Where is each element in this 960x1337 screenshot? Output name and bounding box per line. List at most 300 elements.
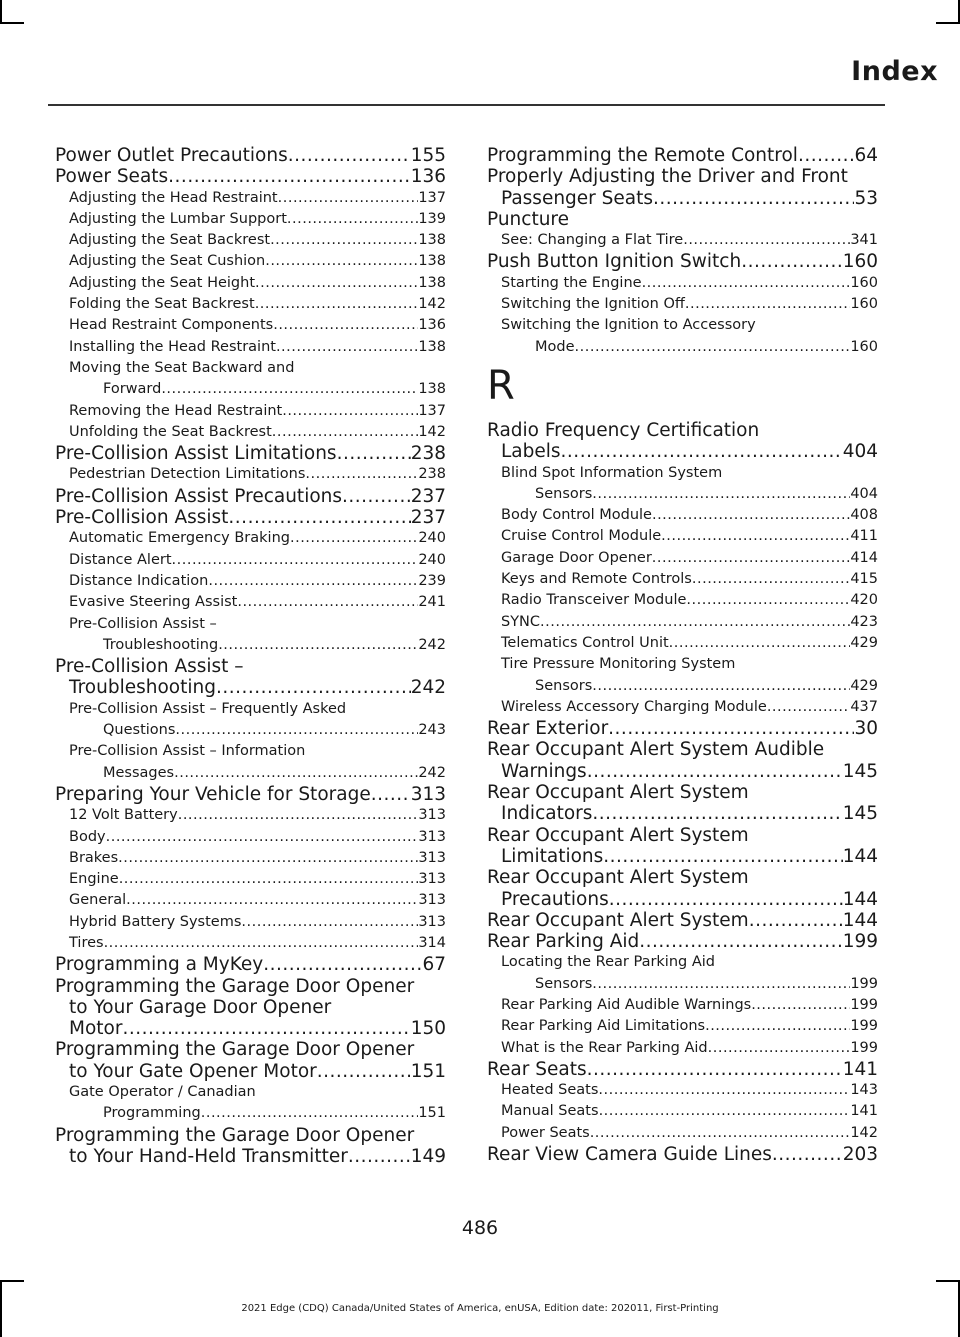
- entry-label: See: Changing a Flat Tire: [501, 232, 684, 249]
- entry-label: Switching the Ignition Off: [501, 296, 685, 313]
- index-subentry: [55, 464, 446, 485]
- dot-leader: [305, 464, 418, 485]
- index-subentry: [487, 273, 878, 294]
- page-reference: 429: [850, 677, 878, 694]
- page-reference: 143: [850, 1082, 878, 1099]
- entry-label: Starting the Engine: [501, 274, 642, 291]
- entry-line: [69, 571, 446, 592]
- crop-mark-bottom-left: [0, 1280, 24, 1282]
- page-reference: 160: [850, 274, 878, 291]
- dot-leader: [652, 505, 850, 526]
- entry-line: [501, 569, 878, 590]
- index-entry: [55, 145, 446, 166]
- entry-line: [501, 230, 878, 251]
- page-reference: 144: [842, 888, 878, 910]
- index-subentry: [55, 188, 446, 209]
- page-reference: 423: [850, 613, 878, 630]
- dot-leader: [276, 337, 418, 358]
- entry-label-line: Pre-Collision Assist – Information: [69, 743, 306, 760]
- index-subentry: [55, 699, 446, 742]
- index-subentry: [55, 869, 446, 890]
- page-reference: 138: [418, 253, 446, 270]
- entry-label: Garage Door Opener: [501, 549, 652, 566]
- dot-leader: [228, 507, 410, 528]
- dot-leader: [599, 1101, 851, 1122]
- entry-label: 12 Volt Battery: [69, 807, 178, 824]
- dot-leader: [639, 931, 842, 952]
- entry-label-line: Tire Pressure Monitoring System: [501, 656, 736, 673]
- entry-label: Adjusting the Lumbar Support: [69, 210, 287, 227]
- entry-label: Power Outlet Precautions: [55, 145, 288, 166]
- page-reference: 142: [418, 296, 446, 313]
- entry-line: [487, 910, 878, 931]
- entry-label-line: Switching the Ignition to Accessory: [501, 317, 756, 334]
- entry-line: [69, 251, 446, 272]
- entry-label: Rear Parking Aid: [487, 931, 640, 953]
- index-subentry: [55, 912, 446, 933]
- index-entry: [55, 954, 446, 975]
- dot-leader: [218, 635, 418, 656]
- page-reference: 313: [418, 871, 446, 888]
- dot-leader: [590, 1123, 851, 1144]
- page-reference: 238: [418, 466, 446, 483]
- entry-label: to Your Gate Opener Motor: [69, 1060, 317, 1082]
- page-reference: 138: [418, 232, 446, 249]
- dot-leader: [237, 592, 418, 613]
- index-entry: [55, 166, 446, 187]
- entry-line: [55, 145, 446, 166]
- index-subentry: [55, 251, 446, 272]
- entry-line: [69, 912, 446, 933]
- page-reference: 150: [410, 1018, 446, 1040]
- index-subentry: [55, 890, 446, 911]
- page-reference: 137: [418, 189, 446, 206]
- entry-line: [69, 635, 446, 656]
- dot-leader: [126, 890, 418, 911]
- entry-label: Engine: [69, 871, 119, 888]
- entry-label: Pre-Collision Assist Precautions: [55, 485, 343, 507]
- dot-leader: [608, 718, 854, 739]
- dot-leader: [592, 676, 850, 697]
- entry-label: Questions: [103, 722, 176, 739]
- entry-label: Troubleshooting: [103, 636, 219, 653]
- entry-label: Programming a MyKey: [55, 954, 264, 976]
- index-subentry: [487, 1038, 878, 1059]
- index-subentry: [487, 548, 878, 569]
- index-entry: [487, 251, 878, 272]
- index-column-left: [55, 145, 446, 1167]
- entry-line: [69, 464, 446, 485]
- entry-label: Body Control Module: [501, 507, 652, 524]
- dot-leader: [201, 1103, 419, 1124]
- dot-leader: [119, 869, 419, 890]
- dot-leader: [106, 827, 419, 848]
- dot-leader: [272, 422, 419, 443]
- page-reference: 142: [850, 1124, 878, 1141]
- entry-line: [69, 528, 446, 549]
- dot-leader: [592, 484, 850, 505]
- dot-leader: [241, 912, 418, 933]
- entry-label: Tires: [69, 934, 104, 951]
- dot-leader: [273, 315, 418, 336]
- page-reference: 138: [418, 381, 446, 398]
- crop-mark-top-right: [936, 22, 960, 24]
- dot-leader: [287, 209, 418, 230]
- index-entry: [55, 784, 446, 805]
- page-reference: 240: [418, 530, 446, 547]
- index-entry: [55, 1039, 446, 1082]
- index-entry: [55, 486, 446, 507]
- entry-label: Rear Exterior: [487, 718, 609, 740]
- index-subentry: [55, 827, 446, 848]
- entry-line: [69, 1103, 446, 1124]
- index-subentry: [487, 230, 878, 251]
- index-entry: [487, 145, 878, 166]
- dot-leader: [337, 443, 411, 464]
- entry-line: [487, 889, 878, 910]
- entry-label: Precautions: [501, 888, 609, 910]
- page-reference: 408: [850, 507, 878, 524]
- entry-label-line: Radio Frequency Certification: [487, 419, 760, 441]
- entry-line: [501, 1101, 878, 1122]
- entry-line: [55, 486, 446, 507]
- page-reference: 241: [418, 594, 446, 611]
- entry-label: Distance Alert: [69, 551, 172, 568]
- index-subentry: [487, 569, 878, 590]
- entry-line: [501, 337, 878, 358]
- entry-label: Wireless Accessory Charging Module: [501, 698, 767, 715]
- dot-leader: [592, 803, 842, 824]
- entry-line: [501, 590, 878, 611]
- dot-leader: [255, 294, 419, 315]
- entry-label-line: Locating the Rear Parking Aid: [501, 954, 715, 971]
- dot-leader: [798, 145, 855, 166]
- entry-label: Cruise Control Module: [501, 528, 662, 545]
- page-number: 486: [461, 1217, 499, 1239]
- index-subentry: [487, 1016, 878, 1037]
- entry-label: Pre-Collision Assist Limitations: [55, 443, 337, 465]
- page-reference: 237: [410, 507, 446, 529]
- entry-label: What is the Rear Parking Aid: [501, 1039, 708, 1056]
- entry-label: Brakes: [69, 849, 119, 866]
- entry-line: [69, 848, 446, 869]
- page-reference: 313: [418, 892, 446, 909]
- entry-line: [487, 251, 878, 272]
- dot-leader: [767, 697, 851, 718]
- index-subentry: [487, 1080, 878, 1101]
- index-subentry: [487, 463, 878, 506]
- dot-leader: [653, 188, 854, 209]
- entry-label: Installing the Head Restraint: [69, 338, 276, 355]
- page-reference: 242: [418, 636, 446, 653]
- entry-line: [55, 954, 446, 975]
- entry-line: [69, 294, 446, 315]
- index-subentry: [55, 422, 446, 443]
- entry-label: Passenger Seats: [501, 187, 654, 209]
- page-reference: 160: [850, 338, 878, 355]
- entry-label: Warnings: [501, 760, 587, 782]
- page-reference: 238: [410, 443, 446, 465]
- entry-line: [501, 612, 878, 633]
- entry-line: [69, 592, 446, 613]
- entry-label: SYNC: [501, 613, 541, 630]
- entry-label: Forward: [103, 381, 162, 398]
- page-reference: 53: [854, 187, 878, 209]
- entry-label-line: Blind Spot Information System: [501, 464, 723, 481]
- entry-line: [69, 763, 446, 784]
- page-reference: 242: [418, 764, 446, 781]
- page-reference: 199: [850, 1018, 878, 1035]
- page-reference: 144: [842, 845, 878, 867]
- entry-label: Removing the Head Restraint: [69, 402, 283, 419]
- page-reference: 67: [422, 954, 446, 976]
- entry-label: Telematics Control Unit: [501, 634, 669, 651]
- entry-label: Heated Seats: [501, 1082, 599, 1099]
- entry-line: [487, 846, 878, 867]
- entry-line: [501, 484, 878, 505]
- index-subentry: [55, 358, 446, 401]
- index-entry: [487, 420, 878, 463]
- entry-line: [55, 1018, 446, 1039]
- dot-leader: [172, 550, 419, 571]
- page-reference: 136: [410, 166, 446, 188]
- entry-line: [487, 931, 878, 952]
- entry-line: [69, 209, 446, 230]
- index-subentry: [487, 654, 878, 697]
- index-entry: [55, 443, 446, 464]
- entry-line: [501, 294, 878, 315]
- dot-leader: [692, 569, 850, 590]
- entry-label: Programming the Remote Control: [487, 145, 798, 166]
- index-subentry: [487, 590, 878, 611]
- page-reference: 138: [418, 274, 446, 291]
- dot-leader: [669, 633, 851, 654]
- entry-line: [501, 1123, 878, 1144]
- page-reference: 239: [418, 572, 446, 589]
- entry-line: [501, 1038, 878, 1059]
- index-subentry: [487, 697, 878, 718]
- page-reference: 341: [850, 232, 878, 249]
- entry-line: [487, 761, 878, 782]
- dot-leader: [255, 273, 418, 294]
- index-entry: [487, 166, 878, 209]
- entry-line: [69, 379, 446, 400]
- dot-leader: [772, 1144, 843, 1165]
- index-subentry: [487, 633, 878, 654]
- dot-leader: [609, 889, 843, 910]
- entry-label: General: [69, 892, 127, 909]
- page-reference: 142: [418, 423, 446, 440]
- dot-leader: [122, 1018, 410, 1039]
- index-entry: [55, 976, 446, 1040]
- entry-label: Troubleshooting: [69, 677, 216, 699]
- index-subentry: [487, 294, 878, 315]
- index-subentry: [55, 273, 446, 294]
- entry-line: [487, 1059, 878, 1080]
- page-reference: 160: [842, 251, 878, 273]
- page-reference: 429: [850, 634, 878, 651]
- dot-leader: [683, 230, 850, 251]
- entry-line: [487, 1144, 878, 1165]
- entry-label: Power Seats: [501, 1124, 590, 1141]
- entry-line: [501, 633, 878, 654]
- entry-line: [55, 1061, 446, 1082]
- index-subentry: [55, 401, 446, 422]
- dot-leader: [270, 230, 418, 251]
- index-subentry: [55, 315, 446, 336]
- page-title: Index: [851, 56, 938, 87]
- entry-label: Power Seats: [55, 166, 169, 188]
- index-subentry: [55, 614, 446, 657]
- page-reference: 203: [842, 1144, 878, 1166]
- entry-line: [69, 550, 446, 571]
- entry-line: [501, 697, 878, 718]
- entry-label-line: Programming the Garage Door Opener: [55, 975, 415, 997]
- dot-leader: [686, 590, 850, 611]
- dot-leader: [603, 846, 842, 867]
- dot-leader: [708, 1038, 851, 1059]
- entry-label: Limitations: [501, 845, 604, 867]
- entry-line: [55, 166, 446, 187]
- entry-label: Push Button Ignition Switch: [487, 251, 742, 273]
- page-reference: 437: [850, 698, 878, 715]
- entry-line: [501, 974, 878, 995]
- page-reference: 141: [842, 1058, 878, 1080]
- page-reference: 149: [410, 1145, 446, 1167]
- entry-label: Sensors: [535, 485, 593, 502]
- entry-line: [55, 677, 446, 698]
- entry-label: Pre-Collision Assist: [55, 507, 229, 529]
- dot-leader: [263, 954, 422, 975]
- page-reference: 64: [854, 145, 878, 166]
- entry-line: [69, 720, 446, 741]
- page-reference: 155: [410, 145, 446, 166]
- entry-line: [501, 273, 878, 294]
- page-reference: 145: [842, 803, 878, 825]
- index-subentry: [55, 294, 446, 315]
- dot-leader: [642, 273, 851, 294]
- entry-line: [69, 188, 446, 209]
- entry-line: [501, 995, 878, 1016]
- entry-line: [69, 827, 446, 848]
- page-reference: 404: [850, 485, 878, 502]
- index-subentry: [487, 995, 878, 1016]
- entry-label-line: Properly Adjusting the Driver and Front: [487, 166, 848, 188]
- page-reference: 138: [418, 338, 446, 355]
- dot-leader: [288, 145, 411, 166]
- dot-leader: [661, 526, 850, 547]
- page-reference: 237: [410, 485, 446, 507]
- page-reference: 30: [854, 718, 878, 740]
- dot-leader: [598, 1080, 850, 1101]
- page-reference: 151: [418, 1105, 446, 1122]
- entry-label-line: Gate Operator / Canadian: [69, 1084, 256, 1101]
- page-reference: 404: [842, 441, 878, 463]
- entry-line: [69, 890, 446, 911]
- index-entry: [487, 825, 878, 868]
- dot-leader: [265, 251, 418, 272]
- dot-leader: [208, 571, 418, 592]
- page-reference: 137: [418, 402, 446, 419]
- index-subentry: [55, 528, 446, 549]
- entry-label: Rear Parking Aid Audible Warnings: [501, 996, 752, 1013]
- entry-label-line: Moving the Seat Backward and: [69, 359, 295, 376]
- entry-line: [487, 188, 878, 209]
- page-reference: 144: [842, 909, 878, 931]
- dot-leader: [592, 974, 850, 995]
- entry-label: Labels: [501, 441, 561, 463]
- index-entry: [55, 1125, 446, 1168]
- dot-leader: [174, 763, 418, 784]
- dot-leader: [652, 548, 851, 569]
- entry-label: Messages: [103, 764, 175, 781]
- entry-label-line: Rear Occupant Alert System: [487, 867, 749, 889]
- entry-label: Sensors: [535, 677, 593, 694]
- section-letter: R: [487, 362, 515, 409]
- entry-line: [487, 441, 878, 462]
- dot-leader: [561, 441, 843, 462]
- page-reference: 240: [418, 551, 446, 568]
- dot-leader: [741, 251, 842, 272]
- page-reference: 136: [418, 317, 446, 334]
- entry-label-line: Rear Occupant Alert System: [487, 782, 749, 804]
- entry-line: [487, 718, 878, 739]
- page-reference: 151: [410, 1060, 446, 1082]
- entry-line: [501, 505, 878, 526]
- crop-mark-top-left: [0, 0, 2, 24]
- entry-label: Automatic Emergency Braking: [69, 530, 290, 547]
- dot-leader: [342, 486, 411, 507]
- index-entry: [487, 867, 878, 910]
- page-reference: 313: [418, 828, 446, 845]
- index-subentry: [55, 805, 446, 826]
- entry-line: [69, 337, 446, 358]
- entry-label: Adjusting the Seat Cushion: [69, 253, 266, 270]
- entry-label: Adjusting the Seat Height: [69, 274, 256, 291]
- dot-leader: [371, 784, 411, 805]
- dot-leader: [104, 933, 419, 954]
- dot-leader: [282, 401, 418, 422]
- entry-line: [55, 1146, 446, 1167]
- index-subentry: [55, 933, 446, 954]
- page-reference: 141: [850, 1103, 878, 1120]
- index-entry: [487, 910, 878, 931]
- index-subentry: [487, 526, 878, 547]
- index-entry: [55, 507, 446, 528]
- entry-label: Puncture: [487, 208, 570, 230]
- index-subentry: [55, 550, 446, 571]
- dot-leader: [575, 337, 851, 358]
- entry-line: [69, 273, 446, 294]
- entry-label: Motor: [69, 1018, 123, 1040]
- page-reference: 314: [418, 934, 446, 951]
- entry-line: [501, 548, 878, 569]
- dot-leader: [749, 910, 843, 931]
- entry-label: Rear Occupant Alert System: [487, 909, 749, 931]
- page-reference: 415: [850, 571, 878, 588]
- entry-label-line: Rear Occupant Alert System Audible: [487, 739, 825, 761]
- entry-label-line: to Your Garage Door Opener: [69, 996, 332, 1018]
- entry-label: to Your Hand-Held Transmitter: [69, 1145, 348, 1167]
- index-entry: [487, 782, 878, 825]
- entry-label-line: Pre-Collision Assist –: [69, 615, 217, 632]
- entry-label: Keys and Remote Controls: [501, 571, 692, 588]
- index-subentry: [55, 592, 446, 613]
- entry-line: [69, 401, 446, 422]
- dot-leader: [168, 166, 411, 187]
- index-subentry: [487, 612, 878, 633]
- index-subentry: [55, 209, 446, 230]
